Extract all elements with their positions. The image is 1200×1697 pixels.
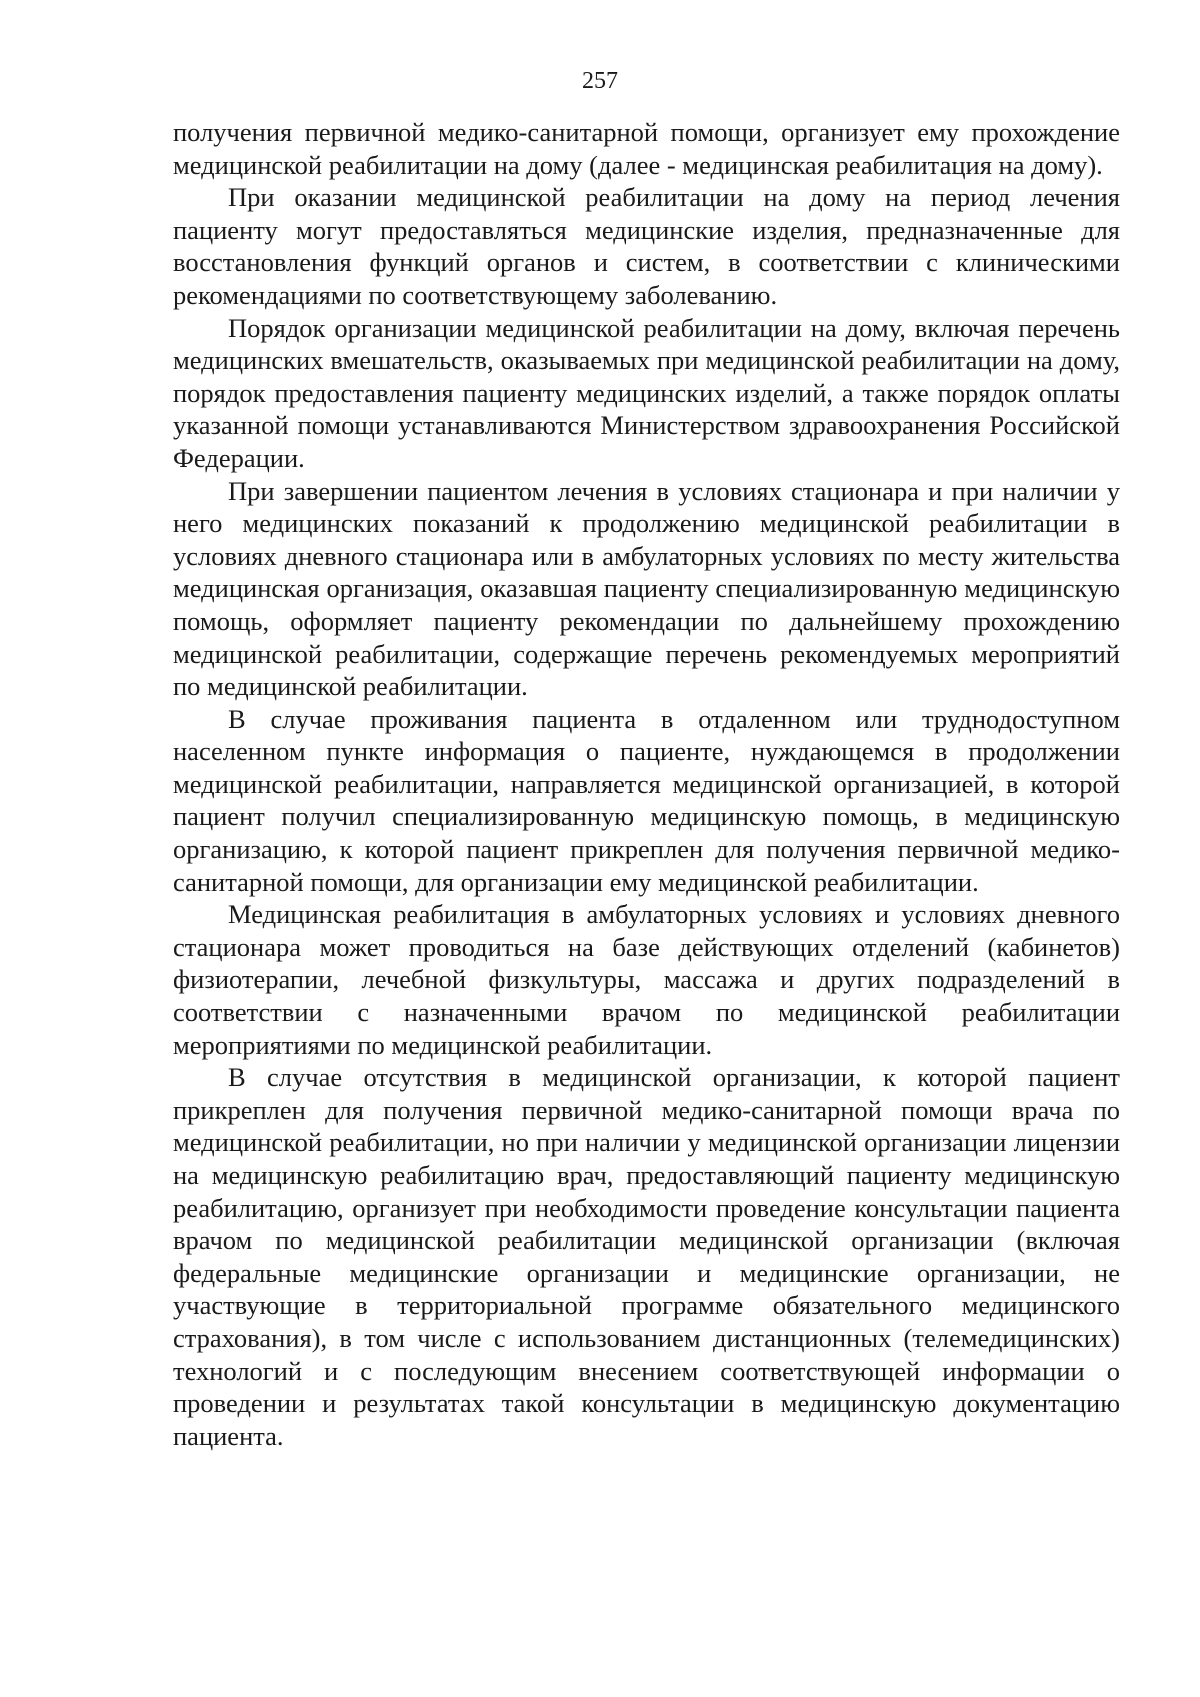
paragraph-6: Медицинская реабилитация в амбулаторных условиях и условиях дневного стационара может проводиться на базе действующих отделений (кабинетов) физиотерапии, лечебной физкультуры, массажа и других подразделений в соответствии с назначенными врачом по медицинской реабилитации мероприятиями по медицинской реабилитации.	[173, 899, 1120, 1060]
document-body	[173, 116, 1120, 1452]
paragraph-7: В случае отсутствия в медицинской организации, к которой пациент прикреплен для получения первичной медико-санитарной помощи врача по медицинской реабилитации, но при наличии у медицинской организации лицензии на медицинскую реабилитацию врач, предоставляющий пациенту медицинскую реабилитацию, организует при необходимости проведение консультации пациента врачом по медицинской реабилитации медицинской организации (включая федеральные медицинские организации и медицинские организации, не участвующие в территориальной программе обязательного медицинского страхования), в том числе с использованием дистанционных (телемедицинских) технологий и с последующим внесением соответствующей информации о проведении и результатах такой консультации в медицинскую документацию пациента.	[173, 1062, 1120, 1451]
page-number: 257	[582, 68, 618, 94]
paragraph-3: Порядок организации медицинской реабилитации на дому, включая перечень медицинских вмешательств, оказываемых при медицинской реабилитации на дому, порядок предоставления пациенту медицинских изделий, а также порядок оплаты указанной помощи устанавливаются Министерством здравоохранения Российской Федерации.	[173, 312, 1120, 473]
paragraph-1: получения первичной медико-санитарной помощи, организует ему прохождение медицинской реабилитации на дому (далее - медицинская реабилитация на дому).	[173, 117, 1120, 180]
paragraph-4: При завершении пациентом лечения в условиях стационара и при наличии у него медицинских показаний к продолжению медицинской реабилитации в условиях дневного стационара или в амбулаторных условиях по месту жительства медицинская организация, оказавшая пациенту специализированную медицинскую помощь, оформляет пациенту рекомендации по дальнейшему прохождению медицинской реабилитации, содержащие перечень рекомендуемых мероприятий по медицинской реабилитации.	[173, 475, 1120, 702]
paragraph-2: При оказании медицинской реабилитации на дому на период лечения пациенту могут предоставляться медицинские изделия, предназначенные для восстановления функций органов и систем, в соответствии с клиническими рекомендациями по соответствующему заболеванию.	[173, 182, 1120, 310]
paragraph-5: В случае проживания пациента в отдаленном или труднодоступном населенном пункте информация о пациенте, нуждающемся в продолжении медицинской реабилитации, направляется медицинской организацией, в которой пациент получил специализированную медицинскую помощь, в медицинскую организацию, к которой пациент прикреплен для получения первичной медико-санитарной помощи, для организации ему медицинской реабилитации.	[173, 703, 1120, 897]
